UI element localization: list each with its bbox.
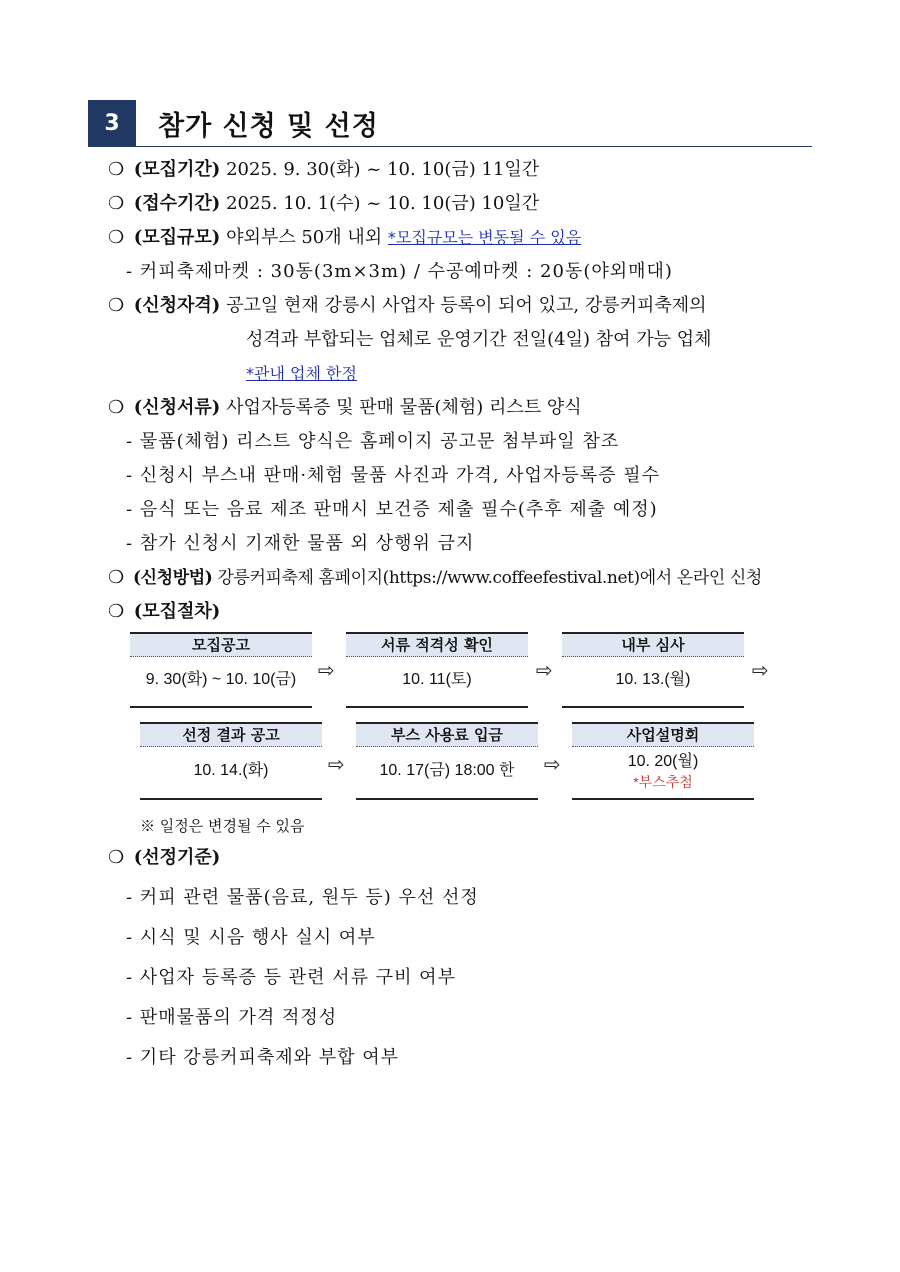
arrow-right-icon: ⇨ [318, 658, 335, 682]
recruit-period-line [108, 158, 539, 182]
flow-step-body: 9. 30(화) ~ 10. 10(금) [145, 671, 297, 688]
flow-step-title: 모집공고 [130, 634, 312, 657]
flow-step-body: 10. 20(월) [627, 753, 699, 770]
procedure-line [108, 600, 220, 624]
flow-step-body: 10. 14.(화) [193, 762, 269, 779]
eligibility-line [108, 294, 707, 318]
arrow-right-icon: ⇨ [536, 658, 553, 682]
documents-text: 사업자등록증 및 판매 물품(체험) 리스트 양식 [226, 397, 582, 418]
scale-label: (모집규모) [133, 227, 221, 248]
bullet-icon: ❍ [108, 397, 125, 418]
section-number: 3 [88, 100, 136, 146]
flow-step-sub: *부스추첨 [633, 774, 693, 790]
criteria-sub: - 판매물품의 가격 적정성 [126, 1007, 338, 1028]
documents-line [108, 396, 582, 420]
eligibility-line1: 공고일 현재 강릉시 사업자 등록이 되어 있고, 강릉커피축제의 [226, 295, 707, 316]
documents-sub: - 물품(체험) 리스트 양식은 홈페이지 공고문 첨부파일 참조 [126, 431, 620, 452]
eligibility-line2: 성격과 부합되는 업체로 운영기간 전일(4일) 참여 가능 업체 [246, 329, 712, 350]
bullet-icon: ❍ [108, 295, 125, 316]
criteria-label: (선정기준) [133, 847, 221, 868]
bullet-icon: ❍ [108, 159, 125, 180]
arrow-right-icon: ⇨ [328, 752, 345, 776]
bullet-icon: ❍ [108, 227, 125, 248]
bullet-icon: ❍ [108, 567, 124, 588]
flow-step-body: 10. 11(토) [402, 671, 472, 688]
flow-step-title: 부스 사용료 입금 [356, 724, 538, 747]
receipt-period-text: 2025. 10. 1(수) ~ 10. 10(금) 10일간 [226, 193, 540, 214]
scale-line [108, 226, 581, 250]
scale-text: 야외부스 50개 내외 [226, 227, 383, 248]
criteria-sub: - 기타 강릉커피축제와 부합 여부 [126, 1047, 400, 1068]
documents-label: (신청서류) [133, 397, 221, 418]
recruit-period-text: 2025. 9. 30(화) ~ 10. 10(금) 11일간 [226, 159, 540, 180]
documents-sub: - 참가 신청시 기재한 물품 외 상행위 금지 [126, 533, 475, 554]
criteria-sub: - 커피 관련 물품(음료, 원두 등) 우선 선정 [126, 887, 479, 908]
receipt-period-label: (접수기간) [133, 193, 221, 214]
bullet-icon: ❍ [108, 601, 125, 622]
documents-sub: - 신청시 부스내 판매·체험 물품 사진과 가격, 사업자등록증 필수 [126, 465, 660, 486]
flow-step-body: 10. 17(금) 18:00 한 [379, 762, 515, 779]
eligibility-note: *관내 업체 한정 [246, 364, 357, 383]
eligibility-note-wrap [246, 362, 357, 386]
criteria-sub: - 사업자 등록증 등 관련 서류 구비 여부 [126, 967, 456, 988]
flow-step-title: 사업설명회 [572, 724, 754, 747]
arrow-right-icon: ⇨ [544, 752, 561, 776]
flow-step-title: 내부 심사 [562, 634, 744, 657]
documents-sub: - 음식 또는 음료 제조 판매시 보건증 제출 필수(추후 제출 예정) [126, 499, 658, 520]
flow-step [140, 722, 322, 800]
scale-note: *모집규모는 변동될 수 있음 [387, 228, 582, 247]
flow-step-body: 10. 13.(월) [615, 671, 691, 688]
flow-step-title: 서류 적격성 확인 [346, 634, 528, 657]
flow-step [346, 632, 528, 708]
receipt-period-line [108, 192, 539, 216]
section-header [88, 100, 812, 147]
flow-step [356, 722, 538, 800]
schedule-note: ※ 일정은 변경될 수 있음 [140, 817, 305, 835]
criteria-sub: - 시식 및 시음 행사 실시 여부 [126, 927, 376, 948]
section-title: 참가 신청 및 선정 [158, 111, 379, 142]
criteria-line [108, 846, 220, 870]
method-text: 강릉커피축제 홈페이지(https://www.coffeefestival.net)에서 온라인 신청 [217, 568, 762, 588]
flow-step [562, 632, 744, 708]
flow-step [572, 722, 754, 800]
scale-sub: - 커피축제마켓 : 30동(3m×3m) / 수공예마켓 : 20동(야외매대) [126, 261, 673, 282]
arrow-right-icon: ⇨ [752, 658, 769, 682]
flow-step [130, 632, 312, 708]
method-line [108, 566, 762, 590]
recruit-period-label: (모집기간) [133, 159, 221, 180]
eligibility-label: (신청자격) [133, 295, 221, 316]
procedure-label: (모집절차) [133, 601, 221, 622]
bullet-icon: ❍ [108, 193, 125, 214]
flow-step-title: 선정 결과 공고 [140, 724, 322, 747]
method-label: (신청방법) [133, 568, 213, 588]
bullet-icon: ❍ [108, 847, 125, 868]
